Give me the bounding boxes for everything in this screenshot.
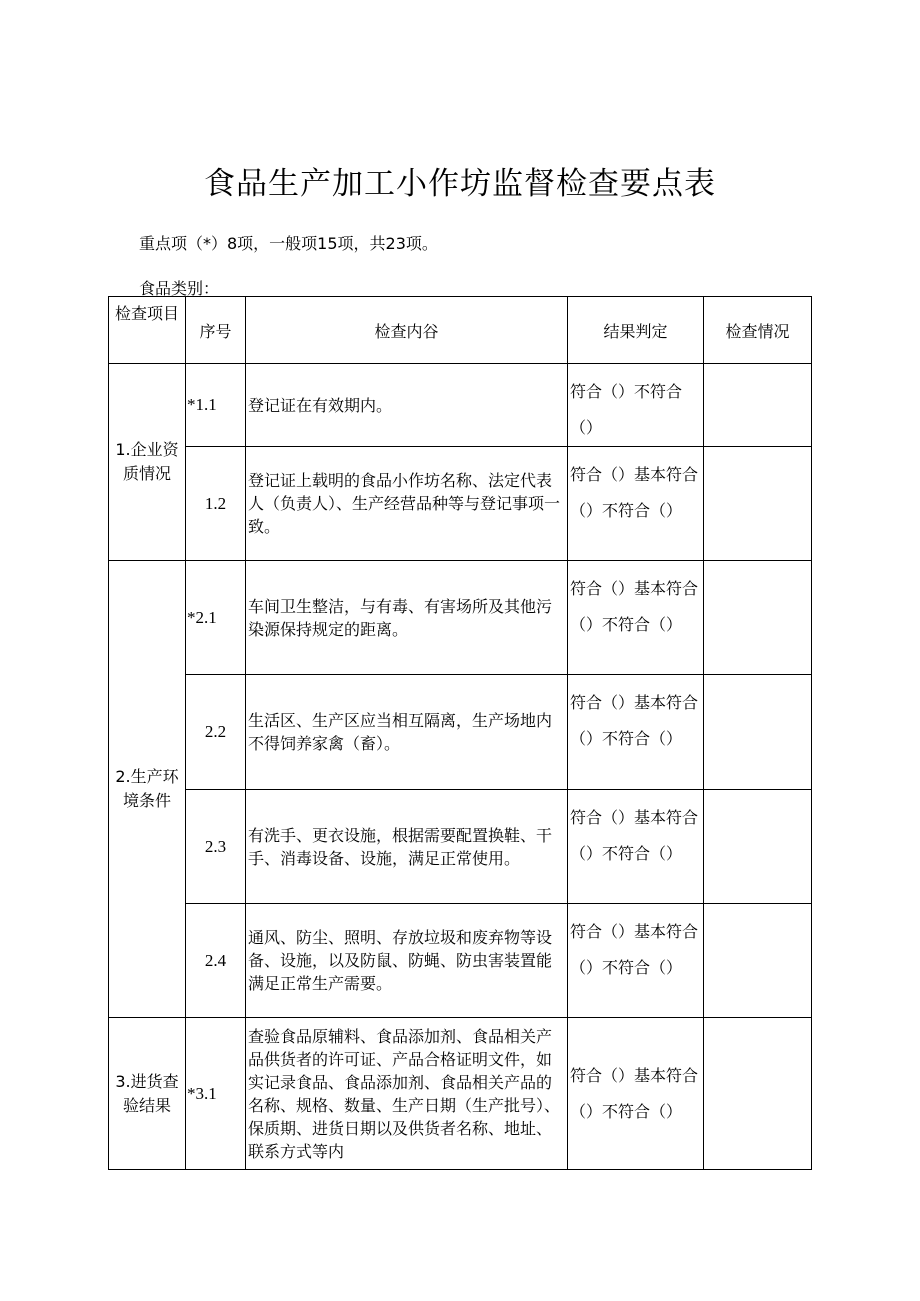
content-cell: 生活区、生产区应当相互隔离，生产场地内不得饲养家禽（畜）。 <box>246 675 568 790</box>
content-cell: 车间卫生整洁，与有毒、有害场所及其他污染源保持规定的距离。 <box>246 561 568 675</box>
result-line: 符合（）基本符合 <box>570 1065 699 1085</box>
result-line: 符合（）基本符合 <box>570 579 699 598</box>
table-row <box>109 675 812 790</box>
header-result: 结果判定 <box>568 297 704 364</box>
result-line: （）不符合（） <box>570 958 683 977</box>
result-line: 符合（）基本符合 <box>570 922 699 941</box>
result-line: 符合（）不符合 <box>570 382 683 401</box>
summary-text: 重点项（*）8项，一般项15项，共23项。 <box>139 234 438 253</box>
result-line: 符合（）基本符合 <box>570 465 699 484</box>
header-seq: 序号 <box>186 297 246 364</box>
status-cell[interactable] <box>704 447 812 561</box>
content-cell: 登记证上载明的食品小作坊名称、法定代表人（负责人）、生产经营品种等与登记事项一致。 <box>246 447 568 561</box>
header-item: 检查项目 <box>109 297 186 364</box>
result-cell[interactable] <box>568 675 704 790</box>
seq-cell: *3.1 <box>186 1018 246 1170</box>
table-header-row <box>109 297 812 364</box>
header-status: 检查情况 <box>704 297 812 364</box>
result-line: 符合（）基本符合 <box>570 808 699 827</box>
result-line: （）不符合（） <box>570 501 683 520</box>
status-cell[interactable] <box>704 1018 812 1170</box>
header-content: 检查内谷 <box>246 297 568 364</box>
result-line: （）不符合（） <box>570 844 683 863</box>
content-cell: 通风、防尘、照明、存放垃圾和废弃物等设备、设施，以及防鼠、防蝇、防虫害装置能满足正常生产需要。 <box>246 904 568 1018</box>
content-cell: 有洗手、更衣设施，根据需要配置换鞋、干手、消毒设备、设施，满足正常使用。 <box>246 790 568 904</box>
table-row <box>109 364 812 447</box>
result-cell[interactable] <box>568 790 704 904</box>
table-row <box>109 447 812 561</box>
group-cell: 1.企业资质情况 <box>109 364 186 561</box>
result-line: （）不符合（） <box>570 729 683 748</box>
food-category-label: 食品类别： <box>139 279 220 298</box>
table-row <box>109 1018 812 1170</box>
seq-cell: 1.2 <box>186 447 246 561</box>
seq-cell: 2.3 <box>186 790 246 904</box>
result-line: （）不符合（） <box>570 1101 683 1121</box>
seq-cell: 2.4 <box>186 904 246 1018</box>
group-cell: 2.生产环境条件 <box>109 561 186 1018</box>
inspection-table <box>108 296 812 1170</box>
result-line: （） <box>570 418 603 437</box>
content-cell: 查验食品原辅料、食品添加剂、食品相关产品供货者的许可证、产品合格证明文件，如实记录食品、食品添加剂、食品相关产品的名称、规格、数量、生产日期（生产批号）、保质期、进货日期以及供货者名称、地址、联系方式等内 <box>246 1018 568 1170</box>
status-cell[interactable] <box>704 904 812 1018</box>
seq-cell: *2.1 <box>186 561 246 675</box>
result-cell[interactable] <box>568 904 704 1018</box>
seq-cell: *1.1 <box>186 364 246 447</box>
result-cell[interactable] <box>568 1018 704 1170</box>
status-cell[interactable] <box>704 364 812 447</box>
status-cell[interactable] <box>704 561 812 675</box>
page-title: 食品生产加工小作坊监督检查要点表 <box>204 166 716 202</box>
table-row <box>109 561 812 675</box>
status-cell[interactable] <box>704 675 812 790</box>
status-cell[interactable] <box>704 790 812 904</box>
result-cell[interactable] <box>568 364 704 447</box>
seq-cell: 2.2 <box>186 675 246 790</box>
group-cell: 3.进货查验结果 <box>109 1018 186 1170</box>
table-row <box>109 790 812 904</box>
result-cell[interactable] <box>568 447 704 561</box>
content-cell: 登记证在有效期内。 <box>246 364 568 447</box>
result-line: 符合（）基本符合 <box>570 693 699 712</box>
result-cell[interactable] <box>568 561 704 675</box>
result-line: （）不符合（） <box>570 615 683 634</box>
table-row <box>109 904 812 1018</box>
